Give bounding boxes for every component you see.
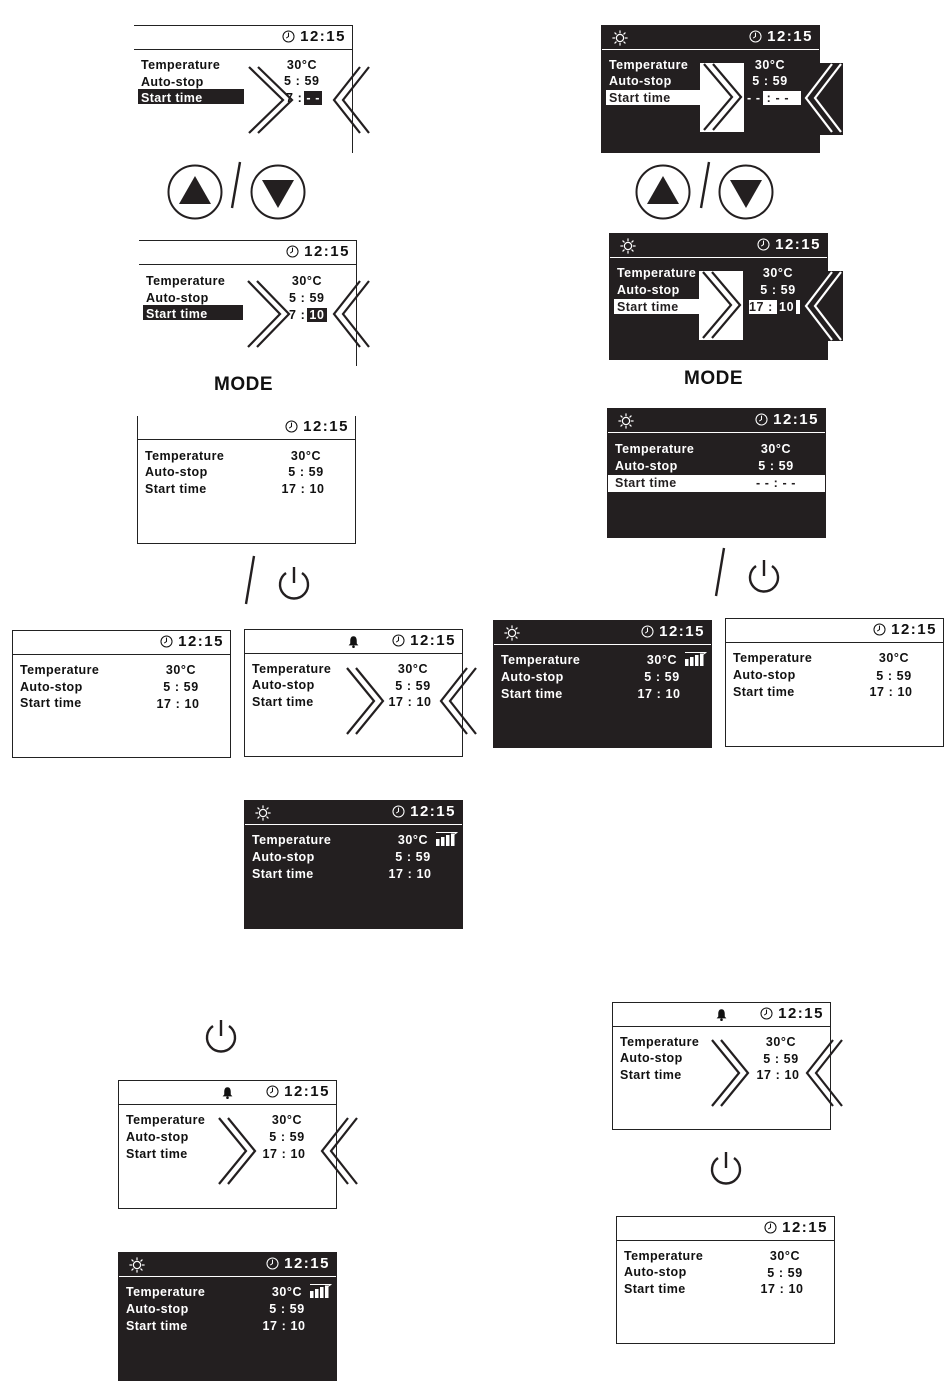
clock-readout: 12:15 (755, 411, 819, 428)
sun-icon (612, 30, 628, 46)
clock-icon (392, 805, 405, 818)
bell-icon (715, 1008, 728, 1021)
auto-stop-label: Auto-stop (615, 459, 678, 473)
clock-readout: 12:15 (286, 243, 350, 260)
temperature-value: 30°C (769, 1249, 801, 1263)
power-icon[interactable] (744, 557, 784, 597)
temperature-value: 30°C (165, 663, 197, 677)
start-time-value: 17 : 10 (760, 1282, 804, 1296)
clock-readout: 12:15 (282, 28, 346, 45)
sun-icon (504, 625, 520, 641)
clock-icon (160, 635, 173, 648)
auto-stop-value: 5 : 59 (269, 1130, 305, 1144)
auto-stop-label: Auto-stop (141, 75, 204, 89)
auto-stop-label: Auto-stop (145, 465, 208, 479)
temperature-label: Temperature (146, 274, 226, 288)
start-time-value: 7 : - - (286, 91, 320, 105)
auto-stop-value: 5 : 59 (758, 459, 794, 473)
clock-icon (755, 413, 768, 426)
temperature-label: Temperature (252, 662, 332, 676)
temperature-value: 30°C (290, 449, 322, 463)
clock-icon (392, 634, 405, 647)
display-screen (493, 620, 712, 748)
clock-icon (286, 245, 299, 258)
start-time-label: Start time (617, 300, 679, 314)
temperature-value: 30°C (765, 1035, 797, 1049)
display-screen (134, 25, 353, 153)
temperature-label: Temperature (145, 449, 225, 463)
clock-readout: 12:15 (392, 803, 456, 820)
temperature-value: 30°C (760, 442, 792, 456)
clock-readout: 12:15 (641, 623, 705, 640)
sun-icon (618, 413, 634, 429)
display-screen (118, 1080, 337, 1209)
temperature-value: 30°C (286, 58, 318, 72)
display-screen (607, 408, 826, 538)
temperature-value: 30°C (646, 653, 678, 667)
clock-icon (757, 238, 770, 251)
slash-divider (228, 160, 244, 212)
temperature-label: Temperature (141, 58, 221, 72)
display-screen (137, 416, 356, 544)
auto-stop-label: Auto-stop (609, 74, 672, 88)
slash-divider (697, 160, 713, 212)
mode-label: MODE (214, 374, 273, 395)
auto-stop-value: 5 : 59 (760, 283, 796, 297)
sun-icon (255, 805, 271, 821)
temperature-value: 30°C (271, 1113, 303, 1127)
start-time-value: 17 : 10 (749, 300, 805, 314)
display-screen (616, 1216, 835, 1344)
start-time-value: - - : - - (745, 91, 805, 105)
clock-icon (285, 420, 298, 433)
clock-readout: 12:15 (266, 1083, 330, 1100)
display-screen (118, 1252, 337, 1381)
temperature-value: 30°C (762, 266, 794, 280)
temperature-label: Temperature (615, 442, 695, 456)
start-time-value: 17 : 10 (388, 867, 432, 881)
start-time-value: 17 : 10 (388, 695, 432, 709)
clock-icon (266, 1257, 279, 1270)
start-time-label: Start time (733, 685, 795, 699)
start-time-value: 17 : 10 (262, 1319, 306, 1333)
auto-stop-value: 5 : 59 (395, 850, 431, 864)
display-screen (244, 629, 463, 757)
start-time-label: Start time (146, 307, 208, 321)
down-arrow-button-icon[interactable] (250, 164, 306, 220)
clock-readout: 12:15 (285, 418, 349, 435)
auto-stop-label: Auto-stop (252, 850, 315, 864)
clock-icon (641, 625, 654, 638)
auto-stop-label: Auto-stop (501, 670, 564, 684)
start-time-label: Start time (20, 696, 82, 710)
display-screen (244, 800, 463, 929)
display-screen (12, 630, 231, 758)
temperature-label: Temperature (252, 833, 332, 847)
sun-icon (129, 1257, 145, 1273)
start-time-value: 17 : 10 (262, 1147, 306, 1161)
power-icon[interactable] (274, 564, 314, 604)
start-time-label: Start time (624, 1282, 686, 1296)
start-time-label: Start time (252, 867, 314, 881)
start-time-label: Start time (126, 1319, 188, 1333)
start-time-value: - - : - - (755, 476, 797, 490)
temperature-value: 30°C (271, 1285, 303, 1299)
start-time-value: 7 : 10 (289, 308, 325, 322)
temperature-label: Temperature (620, 1035, 700, 1049)
up-arrow-button-icon[interactable] (167, 164, 223, 220)
bell-icon (347, 635, 360, 648)
temperature-value: 30°C (878, 651, 910, 665)
clock-readout: 12:15 (392, 632, 456, 649)
auto-stop-value: 5 : 59 (269, 1302, 305, 1316)
clock-readout: 12:15 (757, 236, 821, 253)
clock-readout: 12:15 (749, 28, 813, 45)
down-arrow-button-icon[interactable] (718, 164, 774, 220)
temperature-value: 30°C (397, 833, 429, 847)
auto-stop-value: 5 : 59 (288, 465, 324, 479)
start-time-label: Start time (609, 91, 671, 105)
power-icon[interactable] (201, 1017, 241, 1057)
auto-stop-value: 5 : 59 (767, 1266, 803, 1280)
auto-stop-label: Auto-stop (126, 1302, 189, 1316)
temperature-label: Temperature (617, 266, 697, 280)
temperature-label: Temperature (733, 651, 813, 665)
auto-stop-label: Auto-stop (624, 1265, 687, 1279)
auto-stop-label: Auto-stop (126, 1130, 189, 1144)
start-time-label: Start time (620, 1068, 682, 1082)
clock-icon (266, 1085, 279, 1098)
display-screen (609, 233, 828, 360)
auto-stop-value: 5 : 59 (752, 74, 788, 88)
bell-icon (221, 1086, 234, 1099)
signal-bars-icon (310, 1284, 332, 1298)
auto-stop-value: 5 : 59 (763, 1052, 799, 1066)
auto-stop-label: Auto-stop (620, 1051, 683, 1065)
clock-icon (764, 1221, 777, 1234)
auto-stop-label: Auto-stop (20, 680, 83, 694)
start-time-label: Start time (501, 687, 563, 701)
clock-icon (282, 30, 295, 43)
start-time-label: Start time (252, 695, 314, 709)
mode-label: MODE (684, 368, 743, 389)
auto-stop-value: 5 : 59 (876, 669, 912, 683)
display-screen (601, 25, 820, 153)
start-time-value: 17 : 10 (756, 1068, 800, 1082)
temperature-label: Temperature (126, 1285, 206, 1299)
signal-bars-icon (685, 652, 707, 666)
auto-stop-value: 5 : 59 (163, 680, 199, 694)
temperature-label: Temperature (20, 663, 100, 677)
start-time-value: 17 : 10 (156, 697, 200, 711)
temperature-value: 30°C (754, 58, 786, 72)
temperature-label: Temperature (609, 58, 689, 72)
display-screen (612, 1002, 831, 1130)
temperature-label: Temperature (624, 1249, 704, 1263)
auto-stop-value: 5 : 59 (395, 679, 431, 693)
clock-icon (873, 623, 886, 636)
clock-readout: 12:15 (266, 1255, 330, 1272)
auto-stop-value: 5 : 59 (289, 291, 325, 305)
temperature-value: 30°C (291, 274, 323, 288)
display-screen (139, 240, 357, 366)
auto-stop-value: 5 : 59 (284, 74, 320, 88)
start-time-label: Start time (126, 1147, 188, 1161)
start-time-value: 17 : 10 (637, 687, 681, 701)
clock-icon (760, 1007, 773, 1020)
auto-stop-label: Auto-stop (617, 283, 680, 297)
temperature-value: 30°C (397, 662, 429, 676)
start-time-label: Start time (145, 482, 207, 496)
signal-bars-icon (436, 832, 458, 846)
auto-stop-label: Auto-stop (733, 668, 796, 682)
start-time-label: Start time (141, 91, 203, 105)
temperature-label: Temperature (126, 1113, 206, 1127)
start-time-value: 17 : 10 (281, 482, 325, 496)
auto-stop-label: Auto-stop (146, 291, 209, 305)
clock-readout: 12:15 (160, 633, 224, 650)
clock-readout: 12:15 (760, 1005, 824, 1022)
start-time-label: Start time (615, 476, 677, 490)
auto-stop-label: Auto-stop (252, 678, 315, 692)
auto-stop-value: 5 : 59 (644, 670, 680, 684)
power-icon[interactable] (706, 1149, 746, 1189)
temperature-label: Temperature (501, 653, 581, 667)
slash-divider (240, 554, 260, 608)
start-time-value: 17 : 10 (869, 685, 913, 699)
clock-readout: 12:15 (873, 621, 937, 638)
clock-readout: 12:15 (764, 1219, 828, 1236)
slash-divider (710, 546, 730, 600)
sun-icon (620, 238, 636, 254)
clock-icon (749, 30, 762, 43)
display-screen (725, 618, 944, 747)
up-arrow-button-icon[interactable] (635, 164, 691, 220)
